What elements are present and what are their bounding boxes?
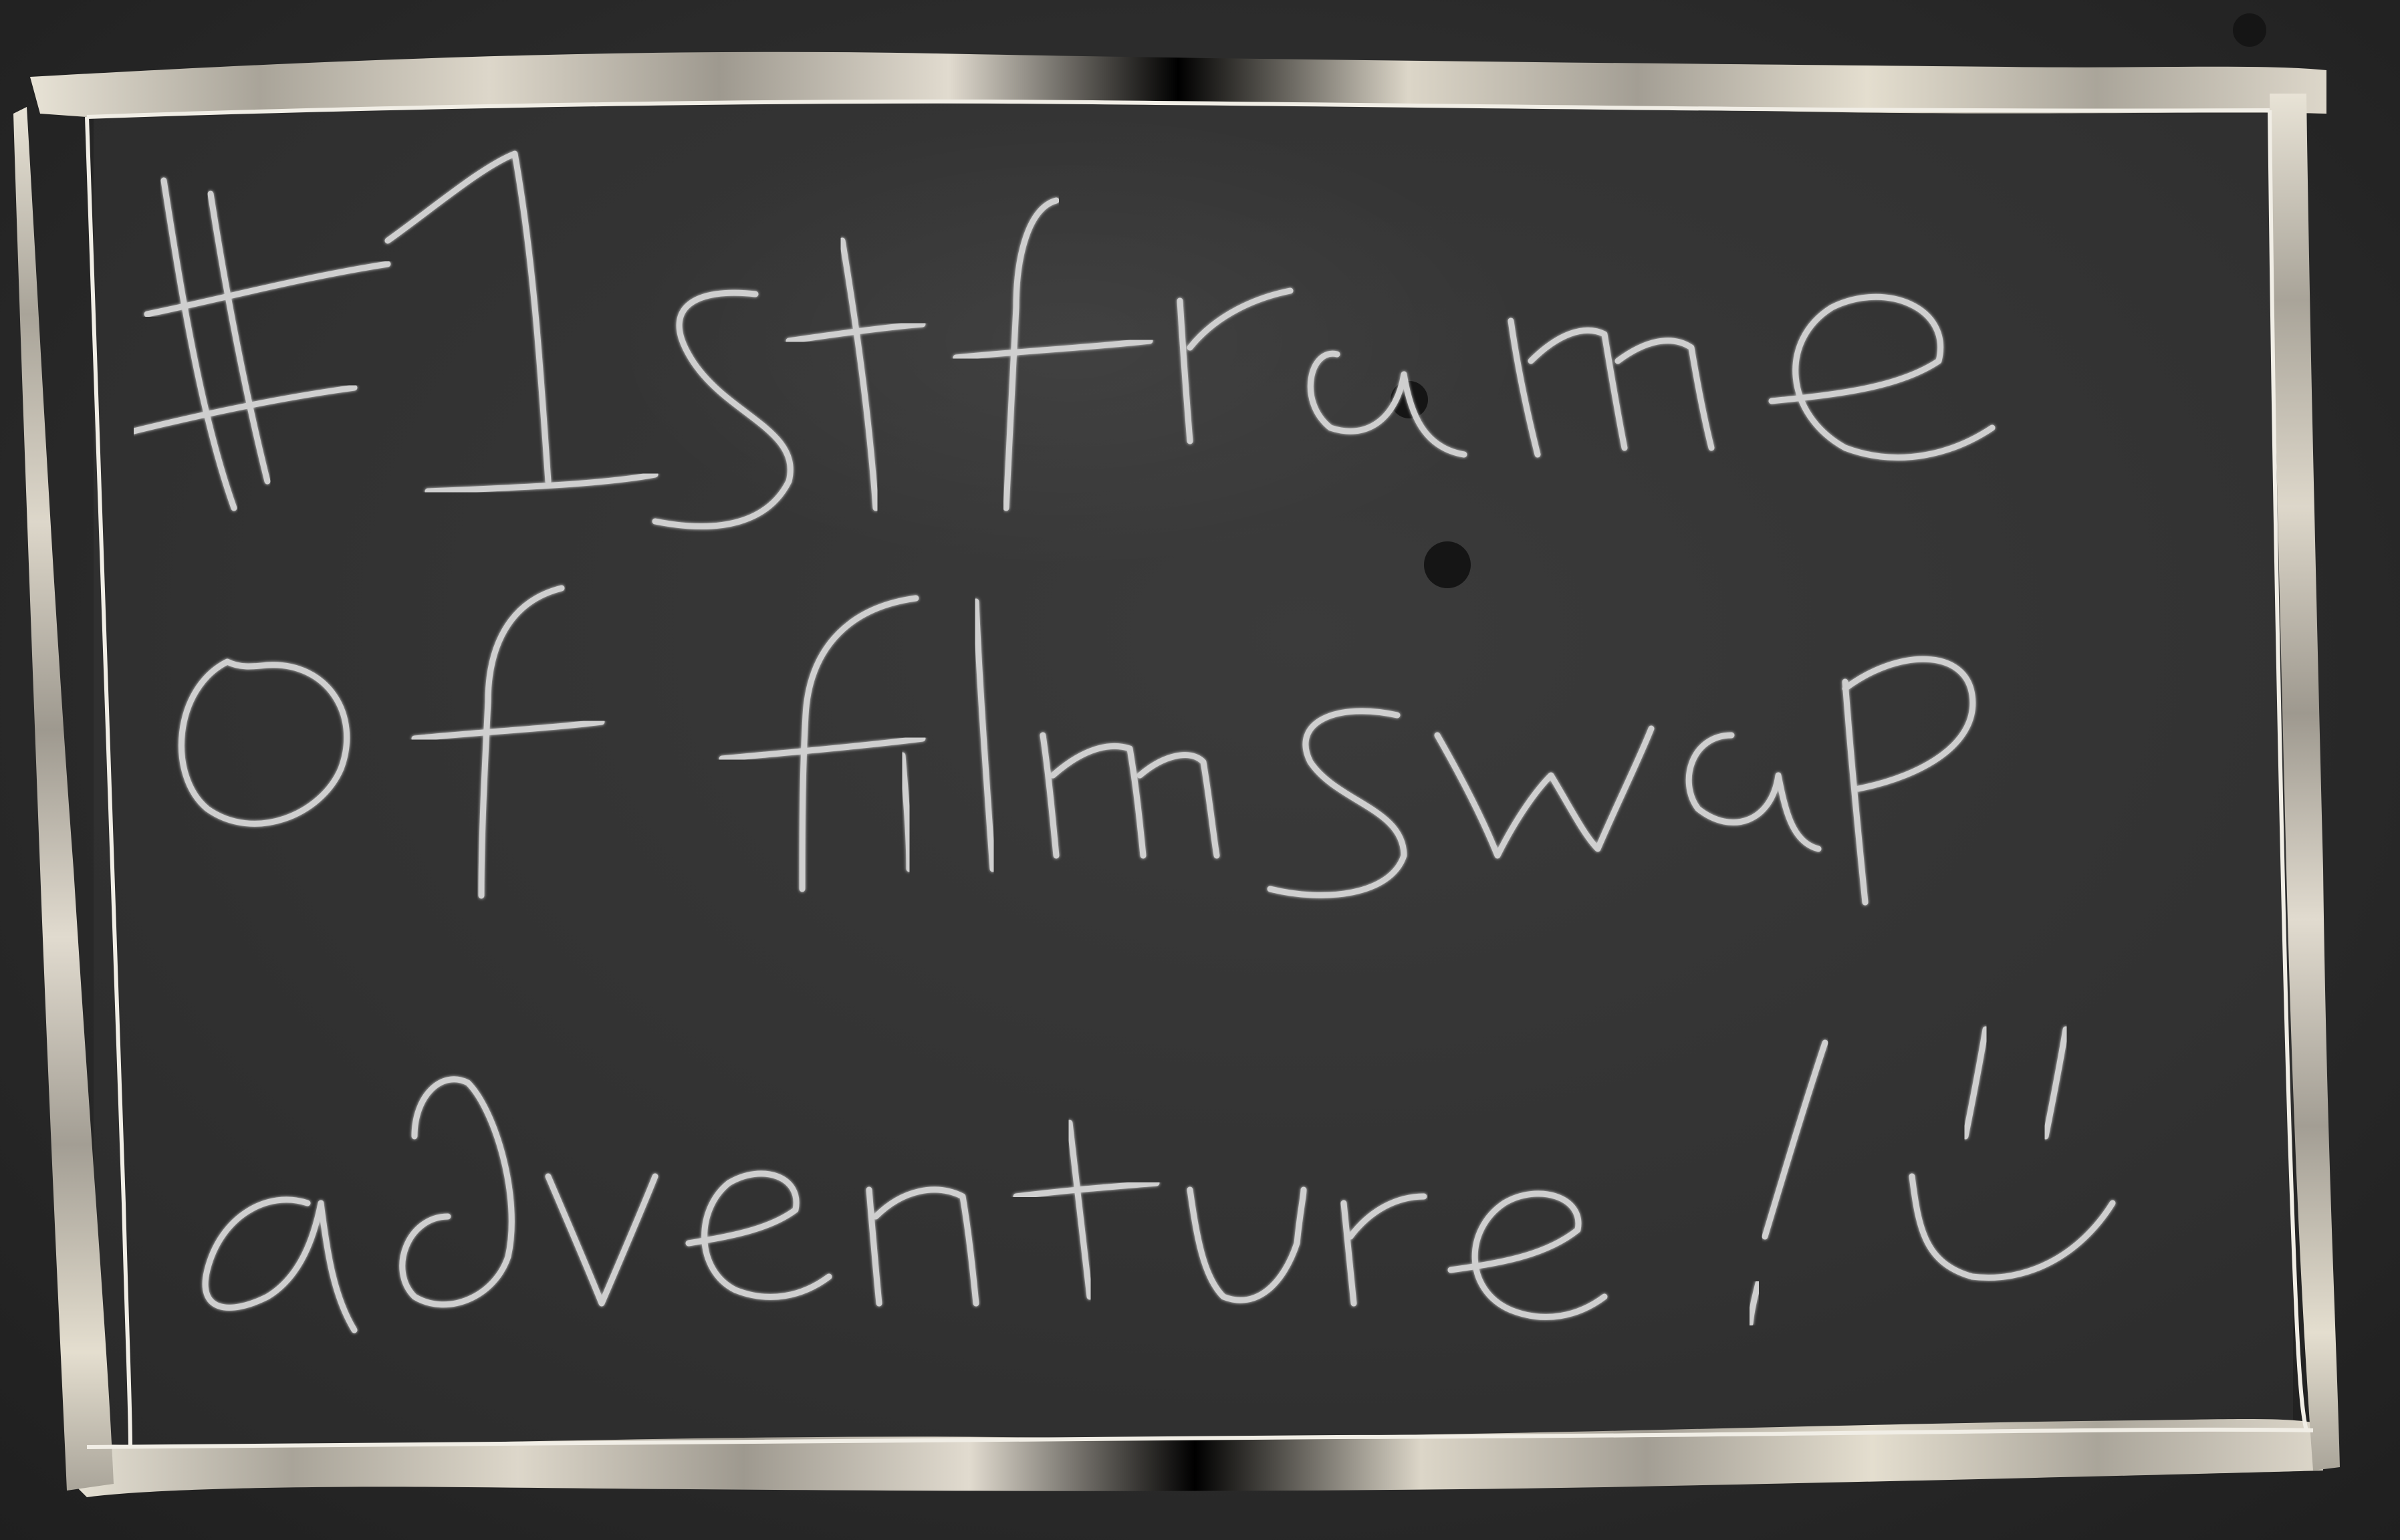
handwritten-message: [134, 134, 2206, 1370]
line2-handwriting: [181, 588, 1972, 902]
line3-handwriting: [205, 1029, 2113, 1330]
line1-handwriting: [134, 154, 1992, 527]
